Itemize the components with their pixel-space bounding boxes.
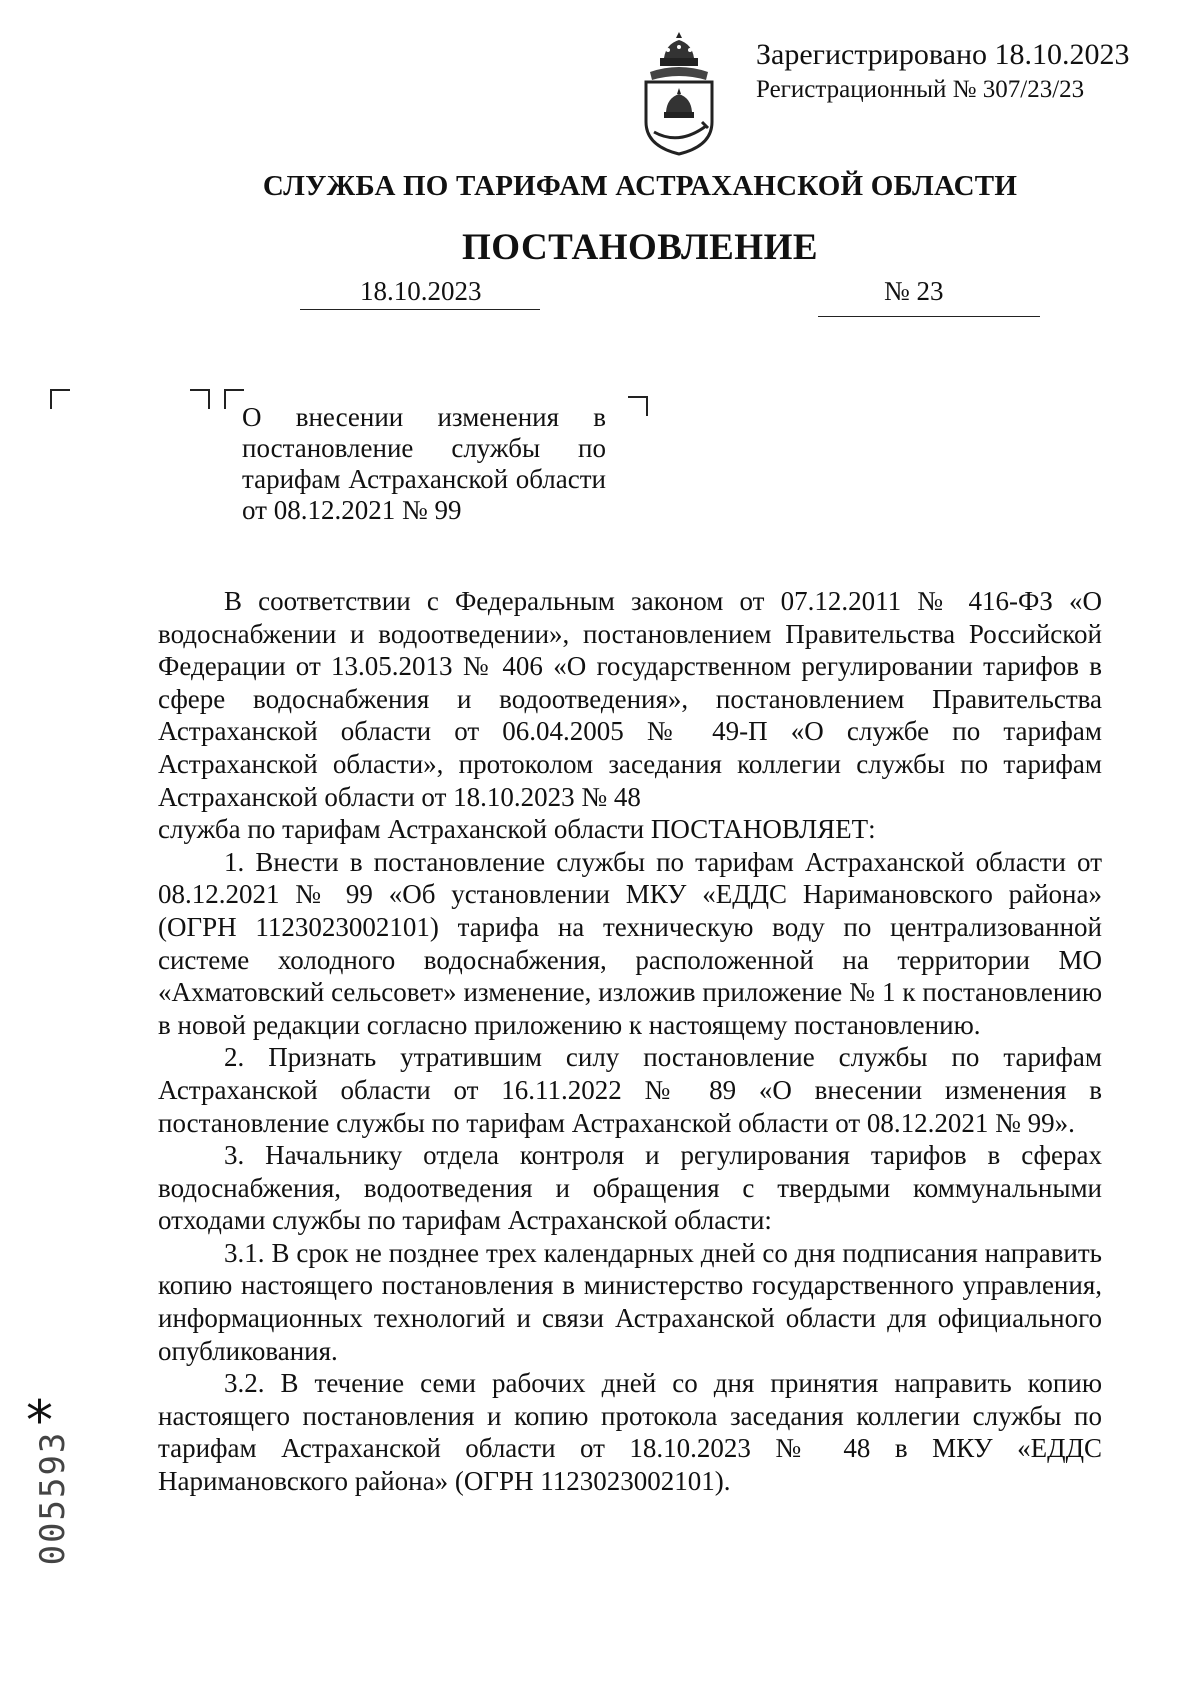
document-body (158, 585, 1102, 1498)
resolution-line: служба по тарифам Астраханской области ПОСТАНОВЛЯЕТ: (158, 814, 876, 845)
number-underline (818, 316, 1040, 317)
item-2-paragraph: 2. Признать утратившим силу постановление службы по тарифам Астраханской области от 16.11.2022 № 89 «О внесении изменения в постановление службы по тарифам Астраханской области от 08.12.2021 № 99». (158, 1042, 1102, 1138)
corner-bracket (224, 389, 244, 409)
item-3-paragraph: 3. Начальнику отдела контроля и регулирования тарифов в сферах водоснабжения, водоотведения и обращения с твердыми коммунальными отходами службы по тарифам Астраханской области: (158, 1140, 1102, 1236)
item-3-1-paragraph: 3.1. В срок не позднее трех календарных дней со дня подписания направить копию настоящего постановления в министерство государственного управления, информационных технологий и связи Астраханской области для официального опубликования. (158, 1237, 1102, 1366)
date-underline (300, 309, 540, 310)
document-number: № 23 (884, 276, 944, 306)
registration-number: Регистрационный № 307/23/23 (756, 76, 1085, 103)
corner-bracket (190, 389, 210, 409)
preamble-paragraph: В соответствии с Федеральным законом от 07.12.2011 № 416-ФЗ «О водоснабжении и водоотведении», постановлением Правительства Российской Федерации от 13.05.2013 № 406 «О государственном регулировании тарифов в сфере водоснабжения и водоотведения», постановлением Правительства Астраханской области от 06.04.2005 № 49-П «О службе по тарифам Астраханской области», протоколом заседания коллегии службы по тарифам Астраханской области от 18.10.2023 № 48 (158, 586, 1102, 812)
document-date: 18.10.2023 (360, 276, 482, 306)
document-subject: О внесении изменения в постановление службы по тарифам Астраханской области от 08.12.2021 № 99 (242, 402, 606, 525)
document-type-heading: ПОСТАНОВЛЕНИЕ (461, 227, 819, 268)
coat-of-arms-icon (636, 28, 722, 158)
registration-date: Зарегистрировано 18.10.2023 (756, 38, 1130, 71)
corner-bracket (50, 389, 70, 409)
margin-asterisk: * (26, 1389, 53, 1452)
corner-bracket (628, 396, 648, 416)
agency-title: СЛУЖБА ПО ТАРИФАМ АСТРАХАНСКОЙ ОБЛАСТИ (262, 170, 1018, 202)
item-3-2-paragraph: 3.2. В течение семи рабочих дней со дня принятия направить копию настоящего постановления и копию протокола заседания коллегии службы по тарифам Астраханской области от 18.10.2023 № 48 в МКУ «ЕДДС Наримановского района» (ОГРН 1123023002101). (158, 1368, 1102, 1497)
item-1-paragraph: 1. Внести в постановление службы по тарифам Астраханской области от 08.12.2021 № 99 «Об установлении МКУ «ЕДДС Наримановского района» (ОГРН 1123023002101) тарифа на техническую воду по централизованной системе холодного водоснабжения, расположенной на территории МО «Ахматовский сельсовет» изменение, изложив приложение № 1 к постановлению в новой редакции согласно приложению к настоящему постановлению. (158, 846, 1102, 1040)
margin-serial-number: 005593 (33, 1430, 73, 1566)
